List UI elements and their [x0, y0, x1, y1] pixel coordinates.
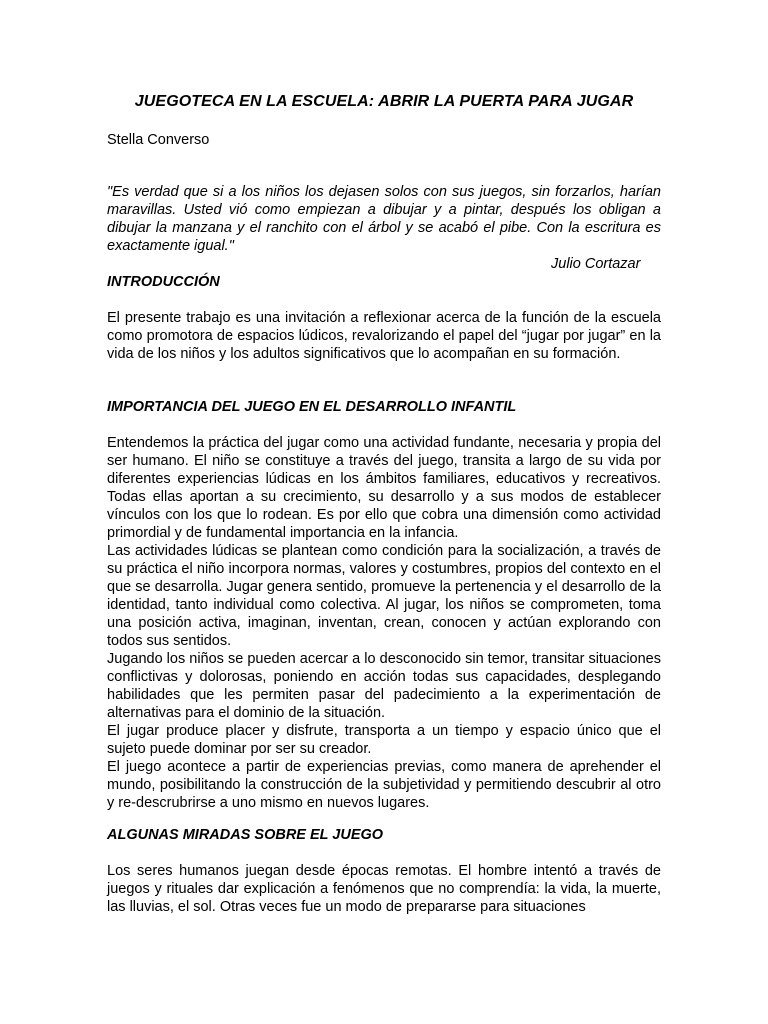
paragraph: El jugar produce placer y disfrute, transporta a un tiempo y espacio único que el sujeto puede dominar por ser su creador.	[107, 723, 661, 757]
paragraph: Entendemos la práctica del jugar como una actividad fundante, necesaria y propia del ser humano. El niño se constituye a través del juego, transita a largo de su vida por diferentes experiencias lúdicas en los ámbitos familiares, educativos y recreativos. Todas ellas aportan a su crecimiento, su desarrollo y a sus modos de establecer vínculos con los que lo rodean. Es por ello que cobra una dimensión como actividad primordial y de fundamental importancia en la infancia.	[107, 435, 661, 541]
section-heading-miradas: ALGUNAS MIRADAS SOBRE EL JUEGO	[107, 827, 384, 843]
section-heading-introduccion: INTRODUCCIÓN	[107, 274, 220, 290]
paragraph: Los seres humanos juegan desde épocas remotas. El hombre intentó a través de juegos y rituales dar explicación a fenómenos que no comprendía: la vida, la muerte, las lluvias, el sol. Otras veces fue un modo de prepararse para situaciones	[107, 863, 661, 915]
paragraph: El juego acontece a partir de experiencias previas, como manera de aprehender el mundo, posibilitando la construcción de la subjetividad y permitiendo descubrir al otro y re-descrubrirse a uno mismo en nuevos lugares.	[107, 759, 661, 811]
section-body-miradas	[107, 862, 661, 916]
section-heading-importancia: IMPORTANCIA DEL JUEGO EN EL DESARROLLO INFANTIL	[107, 399, 517, 415]
paragraph: El presente trabajo es una invitación a reflexionar acerca de la función de la escuela como promotora de espacios lúdicos, revalorizando el papel del “jugar por jugar” en la vida de los niños y los adultos significativos que lo acompañan en su formación.	[107, 310, 661, 362]
paragraph: Jugando los niños se pueden acercar a lo desconocido sin temor, transitar situaciones conflictivas y dolorosas, poniendo en acción todas sus capacidades, desplegando habilidades que les permiten pasar del padecimiento a la experimentación de alternativas para el dominio de la situación.	[107, 651, 661, 721]
section-body-importancia	[107, 434, 661, 812]
epigraph-quote: "Es verdad que si a los niños los dejasen solos con sus juegos, sin forzarlos, harían maravillas. Usted vió como empiezan a dibujar y a pintar, después los obligan a dibujar la manzana y el ranchito con el árbol y se acabó el pibe. Con la escritura es exactamente igual."	[107, 184, 661, 254]
paragraph: Las actividades lúdicas se plantean como condición para la socialización, a través de su práctica el niño incorpora normas, valores y costumbres, propios del contexto en el que se desarrolla. Jugar genera sentido, promueve la pertenencia y el desarrollo de la identidad, tanto individual como colectiva. Al jugar, los niños se comprometen, toma una posición activa, imaginan, inventan, crean, conocen y actúan explorando con todos sus sentidos.	[107, 543, 661, 649]
epigraph-attribution: Julio Cortazar	[551, 256, 641, 272]
section-body-introduccion	[107, 309, 661, 363]
document-title: JUEGOTECA EN LA ESCUELA: ABRIR LA PUERTA PARA JUGAR	[134, 93, 634, 110]
author-name: Stella Converso	[107, 132, 210, 148]
